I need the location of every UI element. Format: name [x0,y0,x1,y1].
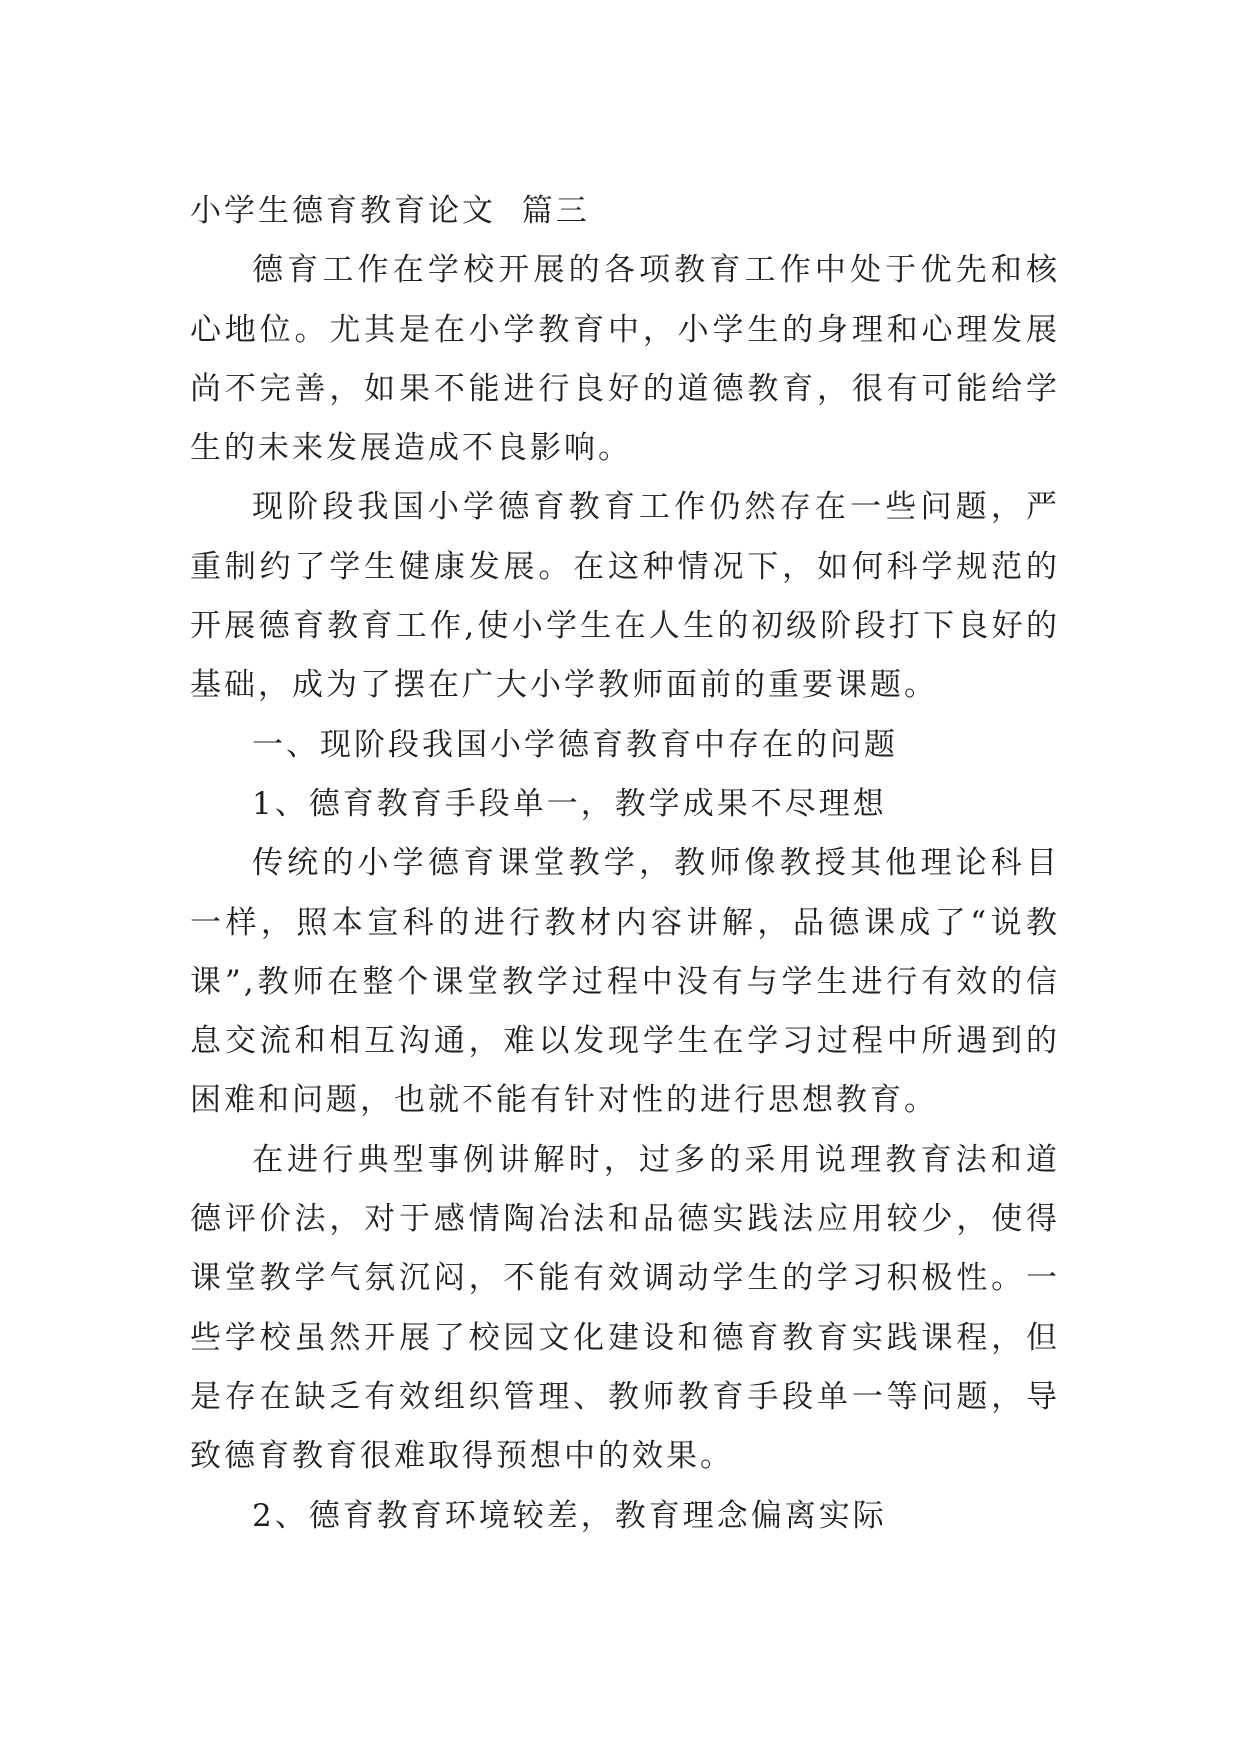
document-title: 小学生德育教育论文 篇三 [190,193,590,229]
section-heading-1: 一、现阶段我国小学德育教育中存在的问题 [252,726,898,763]
document-body [190,182,1060,1546]
subheading-2: 2、德育教育环境较差，教育理念偏离实际 [252,1497,887,1534]
subheading-1: 1、德育教育手段单一，教学成果不尽理想 [252,785,887,822]
paragraph-typical-cases: 在进行典型事例讲解时，过多的采用说理教育法和道德评价法，对于感情陶冶法和品德实践法应用较少，使得课堂教学气氛沉闷，不能有效调动学生的学习积极性。一些学校虽然开展了校园文化建设和德育教育实践课程，但是存在缺乏有效组织管理、教师教育手段单一等问题，导致德育教育很难取得预想中的效果。 [190,1141,1060,1475]
paragraph-traditional-teaching: 传统的小学德育课堂教学，教师像教授其他理论科目一样，照本宣科的进行教材内容讲解，品德课成了“说教课”,教师在整个课堂教学过程中没有与学生进行有效的信息交流和相互沟通，难以发现学生在学习过程中所遇到的困难和问题，也就不能有针对性的进行思想教育。 [190,845,1060,1119]
paragraph-current-issues: 现阶段我国小学德育教育工作仍然存在一些问题，严重制约了学生健康发展。在这种情况下，如何科学规范的开展德育教育工作,使小学生在人生的初级阶段打下良好的基础，成为了摆在广大小学教师面前的重要课题。 [190,489,1060,704]
paragraph-intro: 德育工作在学校开展的各项教育工作中处于优先和核心地位。尤其是在小学教育中，小学生的身理和心理发展尚不完善，如果不能进行良好的道德教育，很有可能给学生的未来发展造成不良影响。 [190,252,1060,467]
